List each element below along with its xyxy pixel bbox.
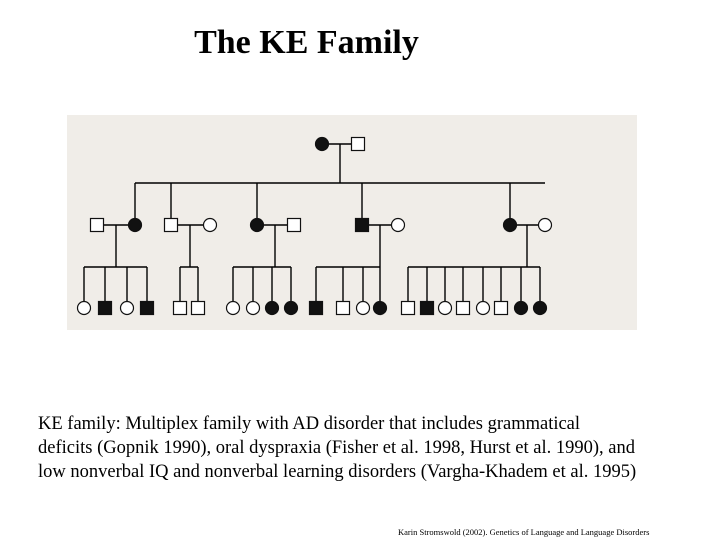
pedigree-diagram [67,115,637,330]
unaffected-male-symbol [352,138,365,151]
unaffected-male-symbol [402,302,415,315]
affected-female-symbol [515,302,528,315]
unaffected-female-symbol [121,302,134,315]
unaffected-male-symbol [165,219,178,232]
affected-male-symbol [356,219,369,232]
unaffected-male-symbol [192,302,205,315]
caption-line-3: low nonverbal IQ and nonverbal learning disorders (Vargha-Khadem et al. 1995) [38,462,637,482]
pedigree-chart [67,115,637,330]
unaffected-female-symbol [357,302,370,315]
affected-female-symbol [374,302,387,315]
unaffected-female-symbol [247,302,260,315]
unaffected-male-symbol [174,302,187,315]
page-title: The KE Family [194,24,419,61]
affected-male-symbol [141,302,154,315]
affected-female-symbol [251,219,264,232]
unaffected-male-symbol [288,219,301,232]
unaffected-female-symbol [477,302,490,315]
affected-male-symbol [99,302,112,315]
unaffected-male-symbol [495,302,508,315]
unaffected-female-symbol [227,302,240,315]
unaffected-male-symbol [457,302,470,315]
unaffected-female-symbol [539,219,552,232]
caption [38,412,708,484]
affected-female-symbol [534,302,547,315]
affected-female-symbol [316,138,329,151]
unaffected-female-symbol [204,219,217,232]
unaffected-female-symbol [78,302,91,315]
unaffected-female-symbol [439,302,452,315]
affected-male-symbol [421,302,434,315]
citation: Karin Stromswold (2002). Genetics of Language and Language Disorders [398,527,650,537]
affected-female-symbol [504,219,517,232]
caption-line-2: deficits (Gopnik 1990), oral dyspraxia (Fisher et al. 1998, Hurst et al. 1990), and [38,438,636,458]
unaffected-female-symbol [392,219,405,232]
affected-female-symbol [266,302,279,315]
affected-female-symbol [285,302,298,315]
affected-female-symbol [129,219,142,232]
affected-male-symbol [310,302,323,315]
caption-line-1: KE family: Multiplex family with AD disorder that includes grammatical [38,414,581,434]
unaffected-male-symbol [91,219,104,232]
unaffected-male-symbol [337,302,350,315]
